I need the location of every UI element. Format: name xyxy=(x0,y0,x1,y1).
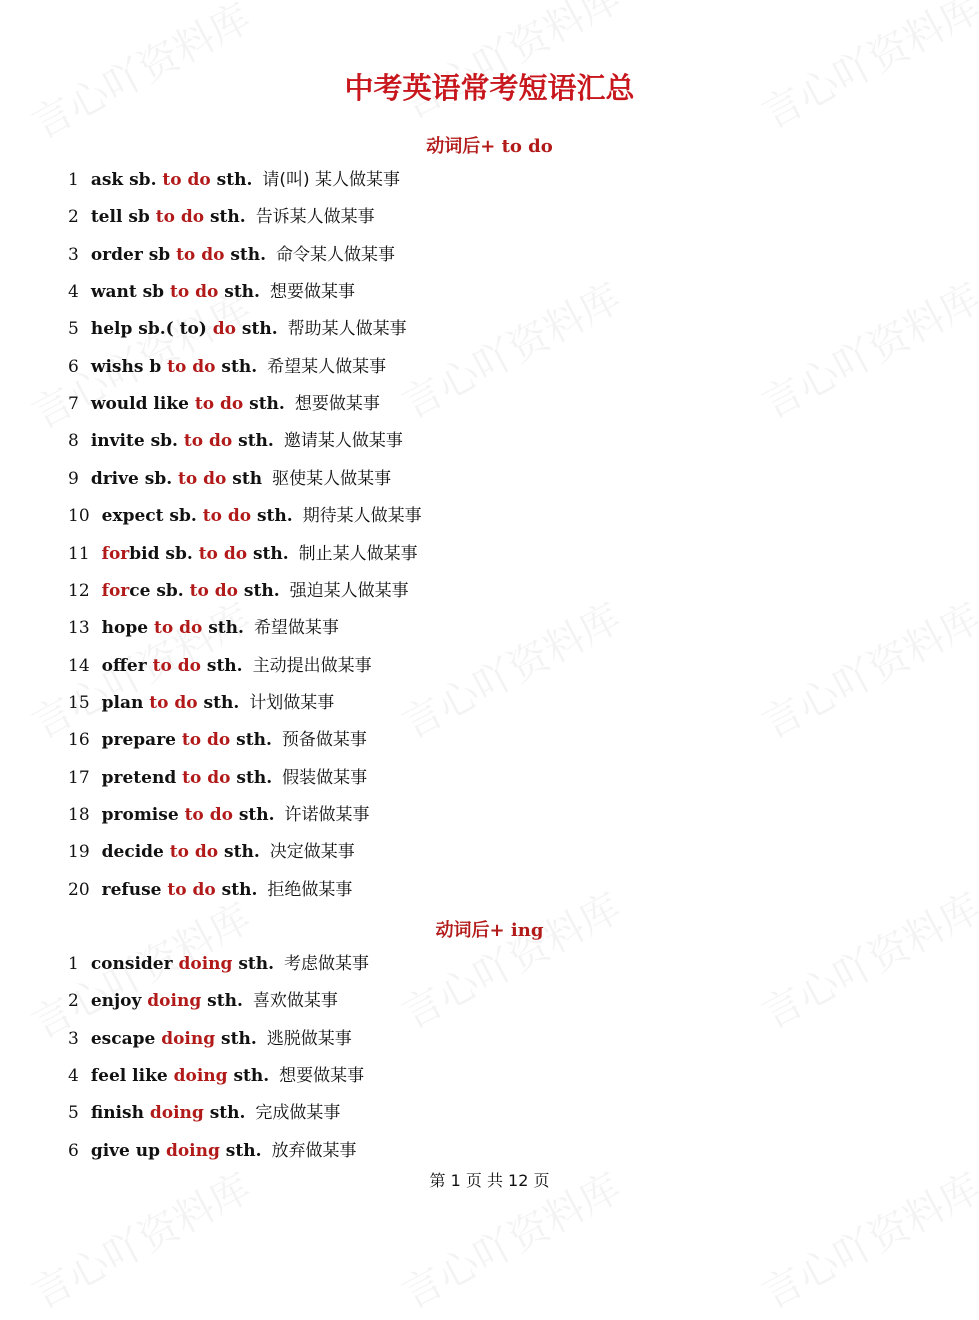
phrase-text: sth xyxy=(230,767,267,788)
phrase-item xyxy=(68,355,386,379)
chinese-meaning: 想要做某事 xyxy=(294,394,380,415)
phrase-item xyxy=(68,205,375,229)
watermark xyxy=(391,587,630,750)
item-number: 8 xyxy=(68,431,79,452)
chinese-meaning: 完成做某事 xyxy=(255,1103,341,1124)
phrase-keyword: to do xyxy=(169,842,219,863)
phrase-item xyxy=(68,840,355,864)
phrase-text: sth xyxy=(224,244,261,265)
phrase-text: drive sb xyxy=(90,468,167,489)
phrase-keyword: to do xyxy=(198,543,248,564)
chinese-meaning: 喜欢做某事 xyxy=(252,991,338,1012)
phrase-text: sth xyxy=(201,991,237,1012)
phrase-item xyxy=(68,728,367,752)
chinese-meaning: 主动提出做某事 xyxy=(252,655,372,676)
phrase-text: consider xyxy=(90,954,179,974)
chinese-meaning: 期待某人做某事 xyxy=(302,506,422,527)
phrase-text: sth xyxy=(215,1028,251,1049)
phrase-text: . xyxy=(186,543,199,564)
chinese-meaning: 帮助某人做某事 xyxy=(287,319,407,340)
phrase-item xyxy=(68,392,380,416)
phrase-text: sth xyxy=(218,842,254,863)
phrase-text: sth xyxy=(243,394,279,415)
phrase-item xyxy=(68,654,372,678)
chinese-meaning: 制止某人做某事 xyxy=(298,543,418,564)
item-number: 10 xyxy=(68,506,90,527)
item-number: 4 xyxy=(68,1066,79,1087)
phrase-item xyxy=(68,952,369,976)
phrase-text: give up xyxy=(90,1140,166,1161)
phrase-keyword: to do xyxy=(153,618,203,639)
chinese-meaning: 想要做某事 xyxy=(269,282,355,303)
phrase-text: . xyxy=(263,1066,270,1087)
document-title: 中考英语常考短语汇总 xyxy=(344,71,635,105)
phrase-text: sth xyxy=(200,655,237,676)
phrase-text: would like xyxy=(90,394,195,415)
phrase-text: . xyxy=(282,543,289,564)
phrase-text: sth xyxy=(237,580,274,601)
item-number: 6 xyxy=(68,1140,79,1161)
item-number: 13 xyxy=(68,618,90,639)
chinese-meaning: 邀请某人做某事 xyxy=(283,431,403,452)
phrase-text: . xyxy=(250,1028,257,1049)
phrase-text: . xyxy=(273,580,280,601)
phrase-item xyxy=(68,1139,357,1163)
phrase-text: offer xyxy=(101,655,153,676)
phrase-item xyxy=(68,1101,340,1125)
phrase-keyword: doing xyxy=(173,1066,228,1087)
phrase-keyword: doing xyxy=(165,1140,220,1161)
chinese-meaning: 决定做某事 xyxy=(269,842,355,863)
watermark xyxy=(391,877,630,1040)
item-number: 4 xyxy=(68,282,79,303)
phrase-text: help sb.( to) xyxy=(90,319,213,340)
phrase-keyword: to do xyxy=(189,580,238,601)
phrase-item xyxy=(68,504,422,528)
phrase-keyword: to do xyxy=(202,506,252,527)
phrase-text: refuse xyxy=(101,879,168,900)
item-number: 2 xyxy=(68,991,79,1012)
phrase-keyword: doing xyxy=(161,1028,216,1049)
item-number: 6 xyxy=(68,356,79,377)
phrase-keyword: to do xyxy=(182,767,231,788)
phrase-item xyxy=(68,317,407,341)
phrase-text: . xyxy=(150,170,163,190)
phrase-text: . xyxy=(278,394,285,415)
phrase-keyword: for xyxy=(101,543,130,564)
phrase-item xyxy=(68,1064,364,1088)
phrase-text: sth xyxy=(227,1066,264,1087)
phrase-text: . xyxy=(251,356,258,377)
phrase-keyword: to do xyxy=(169,282,219,303)
phrase-keyword: to do xyxy=(194,394,244,415)
phrase-text: . xyxy=(268,954,275,974)
watermark xyxy=(391,0,630,130)
phrase-text: escape xyxy=(90,1028,162,1049)
watermark xyxy=(751,267,979,430)
phrase-text: sth xyxy=(203,1103,240,1124)
phrase-text: order sb xyxy=(90,244,177,265)
chinese-meaning: 告诉某人做某事 xyxy=(255,207,375,228)
chinese-meaning: 许诺做某事 xyxy=(284,804,370,825)
item-number: 11 xyxy=(68,543,90,564)
item-number: 1 xyxy=(68,954,79,974)
phrase-keyword: to do xyxy=(167,356,216,377)
phrase-text: . xyxy=(236,655,243,676)
phrase-text: plan xyxy=(101,692,150,713)
phrase-keyword: do xyxy=(212,319,236,340)
item-number: 17 xyxy=(68,767,90,788)
phrase-text: . xyxy=(177,580,190,601)
phrase-text: sth xyxy=(226,468,263,489)
phrase-text: . xyxy=(254,282,260,303)
phrase-text: sth xyxy=(202,618,239,639)
item-number: 16 xyxy=(68,730,90,751)
phrase-text: sth xyxy=(215,879,252,900)
chinese-meaning: 希望某人做某事 xyxy=(267,356,387,377)
chinese-meaning: 假装做某事 xyxy=(282,767,368,788)
phrase-keyword: to do xyxy=(178,468,227,489)
chinese-meaning: 预备做某事 xyxy=(281,730,367,751)
section-heading: 动词后+ ing xyxy=(435,920,544,941)
chinese-meaning: 请(叫) 某人做某事 xyxy=(262,170,401,190)
phrase-text: ce sb xyxy=(129,580,178,601)
phrase-text: ask sb xyxy=(90,170,151,190)
page-footer: 第 1 页 共 12 页 xyxy=(429,1171,550,1190)
phrase-text: . xyxy=(251,879,258,900)
phrase-text: . xyxy=(238,618,244,639)
chinese-meaning: 驱使某人做某事 xyxy=(272,468,392,489)
phrase-keyword: to do xyxy=(167,879,216,900)
item-number: 7 xyxy=(68,394,79,415)
phrase-text: promise xyxy=(101,804,185,825)
phrase-text: . xyxy=(239,1103,246,1124)
phrase-text: . xyxy=(233,692,240,713)
watermark xyxy=(391,267,630,430)
phrase-item xyxy=(68,168,400,192)
phrase-text: sth xyxy=(232,954,269,974)
chinese-meaning: 想要做某事 xyxy=(279,1066,365,1087)
phrase-text: tell sb xyxy=(90,207,156,228)
phrase-item xyxy=(68,579,409,603)
phrase-item xyxy=(68,280,355,304)
phrase-text: prepare xyxy=(101,730,182,751)
phrase-text: . xyxy=(271,319,278,340)
phrase-text: . xyxy=(190,506,203,527)
phrase-item xyxy=(68,691,334,715)
phrase-text: . xyxy=(239,207,246,228)
phrase-text: sth xyxy=(232,804,269,825)
watermark xyxy=(751,877,979,1040)
item-number: 1 xyxy=(68,170,79,190)
phrase-keyword: to do xyxy=(162,170,211,190)
phrase-keyword: for xyxy=(101,580,130,601)
phrase-text: . xyxy=(246,170,253,190)
phrase-text: bid sb xyxy=(129,543,187,564)
phrase-text: expect sb xyxy=(101,506,191,527)
phrase-text: finish xyxy=(90,1103,150,1124)
item-number: 19 xyxy=(68,842,90,863)
item-number: 2 xyxy=(68,207,79,228)
phrase-text: . xyxy=(172,431,184,452)
item-number: 5 xyxy=(68,319,79,340)
phrase-text: . xyxy=(253,842,260,863)
item-number: 9 xyxy=(68,468,79,489)
phrase-text: . xyxy=(286,506,293,527)
item-number: 5 xyxy=(68,1103,79,1124)
item-number: 18 xyxy=(68,804,90,825)
phrase-text: sth xyxy=(210,170,247,190)
chinese-meaning: 命令某人做某事 xyxy=(276,244,396,265)
chinese-meaning: 放弃做某事 xyxy=(271,1140,357,1161)
phrase-text: . xyxy=(166,468,179,489)
item-number: 14 xyxy=(68,655,90,676)
phrase-text: . xyxy=(255,1140,262,1161)
watermark xyxy=(751,587,979,750)
phrase-text: invite sb xyxy=(90,431,173,452)
phrase-keyword: to do xyxy=(184,804,233,825)
phrase-text: . xyxy=(266,767,273,788)
phrase-keyword: doing xyxy=(147,991,202,1012)
chinese-meaning: 逃脱做某事 xyxy=(266,1028,352,1049)
phrase-text: . xyxy=(265,730,272,751)
phrase-item xyxy=(68,989,338,1013)
phrase-text: hope xyxy=(101,618,154,639)
phrase-text: sth xyxy=(236,319,272,340)
phrase-item xyxy=(68,542,418,566)
chinese-meaning: 强迫某人做某事 xyxy=(289,580,409,601)
phrase-text: sth xyxy=(197,692,234,713)
phrase-text: . xyxy=(267,431,274,452)
phrase-text: want sb xyxy=(90,282,170,303)
chinese-meaning: 希望做某事 xyxy=(253,618,339,639)
phrase-text: sth xyxy=(204,207,240,228)
phrase-text: feel like xyxy=(90,1066,174,1087)
phrase-text: . xyxy=(260,244,267,265)
phrase-text: sth xyxy=(219,1140,256,1161)
phrase-keyword: doing xyxy=(178,954,233,974)
phrase-item xyxy=(68,878,352,902)
phrase-text: sth xyxy=(247,543,283,564)
phrase-text: decide xyxy=(101,842,170,863)
phrase-keyword: to do xyxy=(176,244,225,265)
phrase-item xyxy=(68,616,339,640)
phrase-keyword: doing xyxy=(149,1103,204,1124)
item-number: 20 xyxy=(68,879,90,900)
phrase-item xyxy=(68,467,391,491)
phrase-text: . xyxy=(236,991,243,1012)
phrase-text: sth xyxy=(251,506,287,527)
chinese-meaning: 拒绝做某事 xyxy=(267,879,353,900)
chinese-meaning: 计划做某事 xyxy=(249,692,335,713)
item-number: 12 xyxy=(68,580,90,601)
chinese-meaning: 考虑做某事 xyxy=(284,954,370,974)
phrase-text: sth xyxy=(215,356,252,377)
phrase-text: wishs b xyxy=(90,356,168,377)
phrase-text: enjoy xyxy=(90,991,148,1012)
phrase-text: pretend xyxy=(101,767,183,788)
phrase-item xyxy=(68,1027,352,1051)
phrase-item xyxy=(68,803,370,827)
item-number: 3 xyxy=(68,244,79,265)
item-number: 15 xyxy=(68,692,90,713)
phrase-keyword: to do xyxy=(149,692,198,713)
phrase-keyword: to do xyxy=(181,730,231,751)
phrase-text: sth xyxy=(230,730,266,751)
section-heading: 动词后+ to do xyxy=(426,136,553,157)
phrase-text: sth xyxy=(218,282,255,303)
item-number: 3 xyxy=(68,1028,79,1049)
phrase-text: . xyxy=(268,804,275,825)
phrase-keyword: to do xyxy=(152,655,201,676)
phrase-keyword: to do xyxy=(183,431,233,452)
phrase-item xyxy=(68,766,367,790)
phrase-item xyxy=(68,243,395,267)
phrase-text: sth xyxy=(232,431,268,452)
phrase-keyword: to do xyxy=(155,207,205,228)
phrase-item xyxy=(68,429,403,453)
